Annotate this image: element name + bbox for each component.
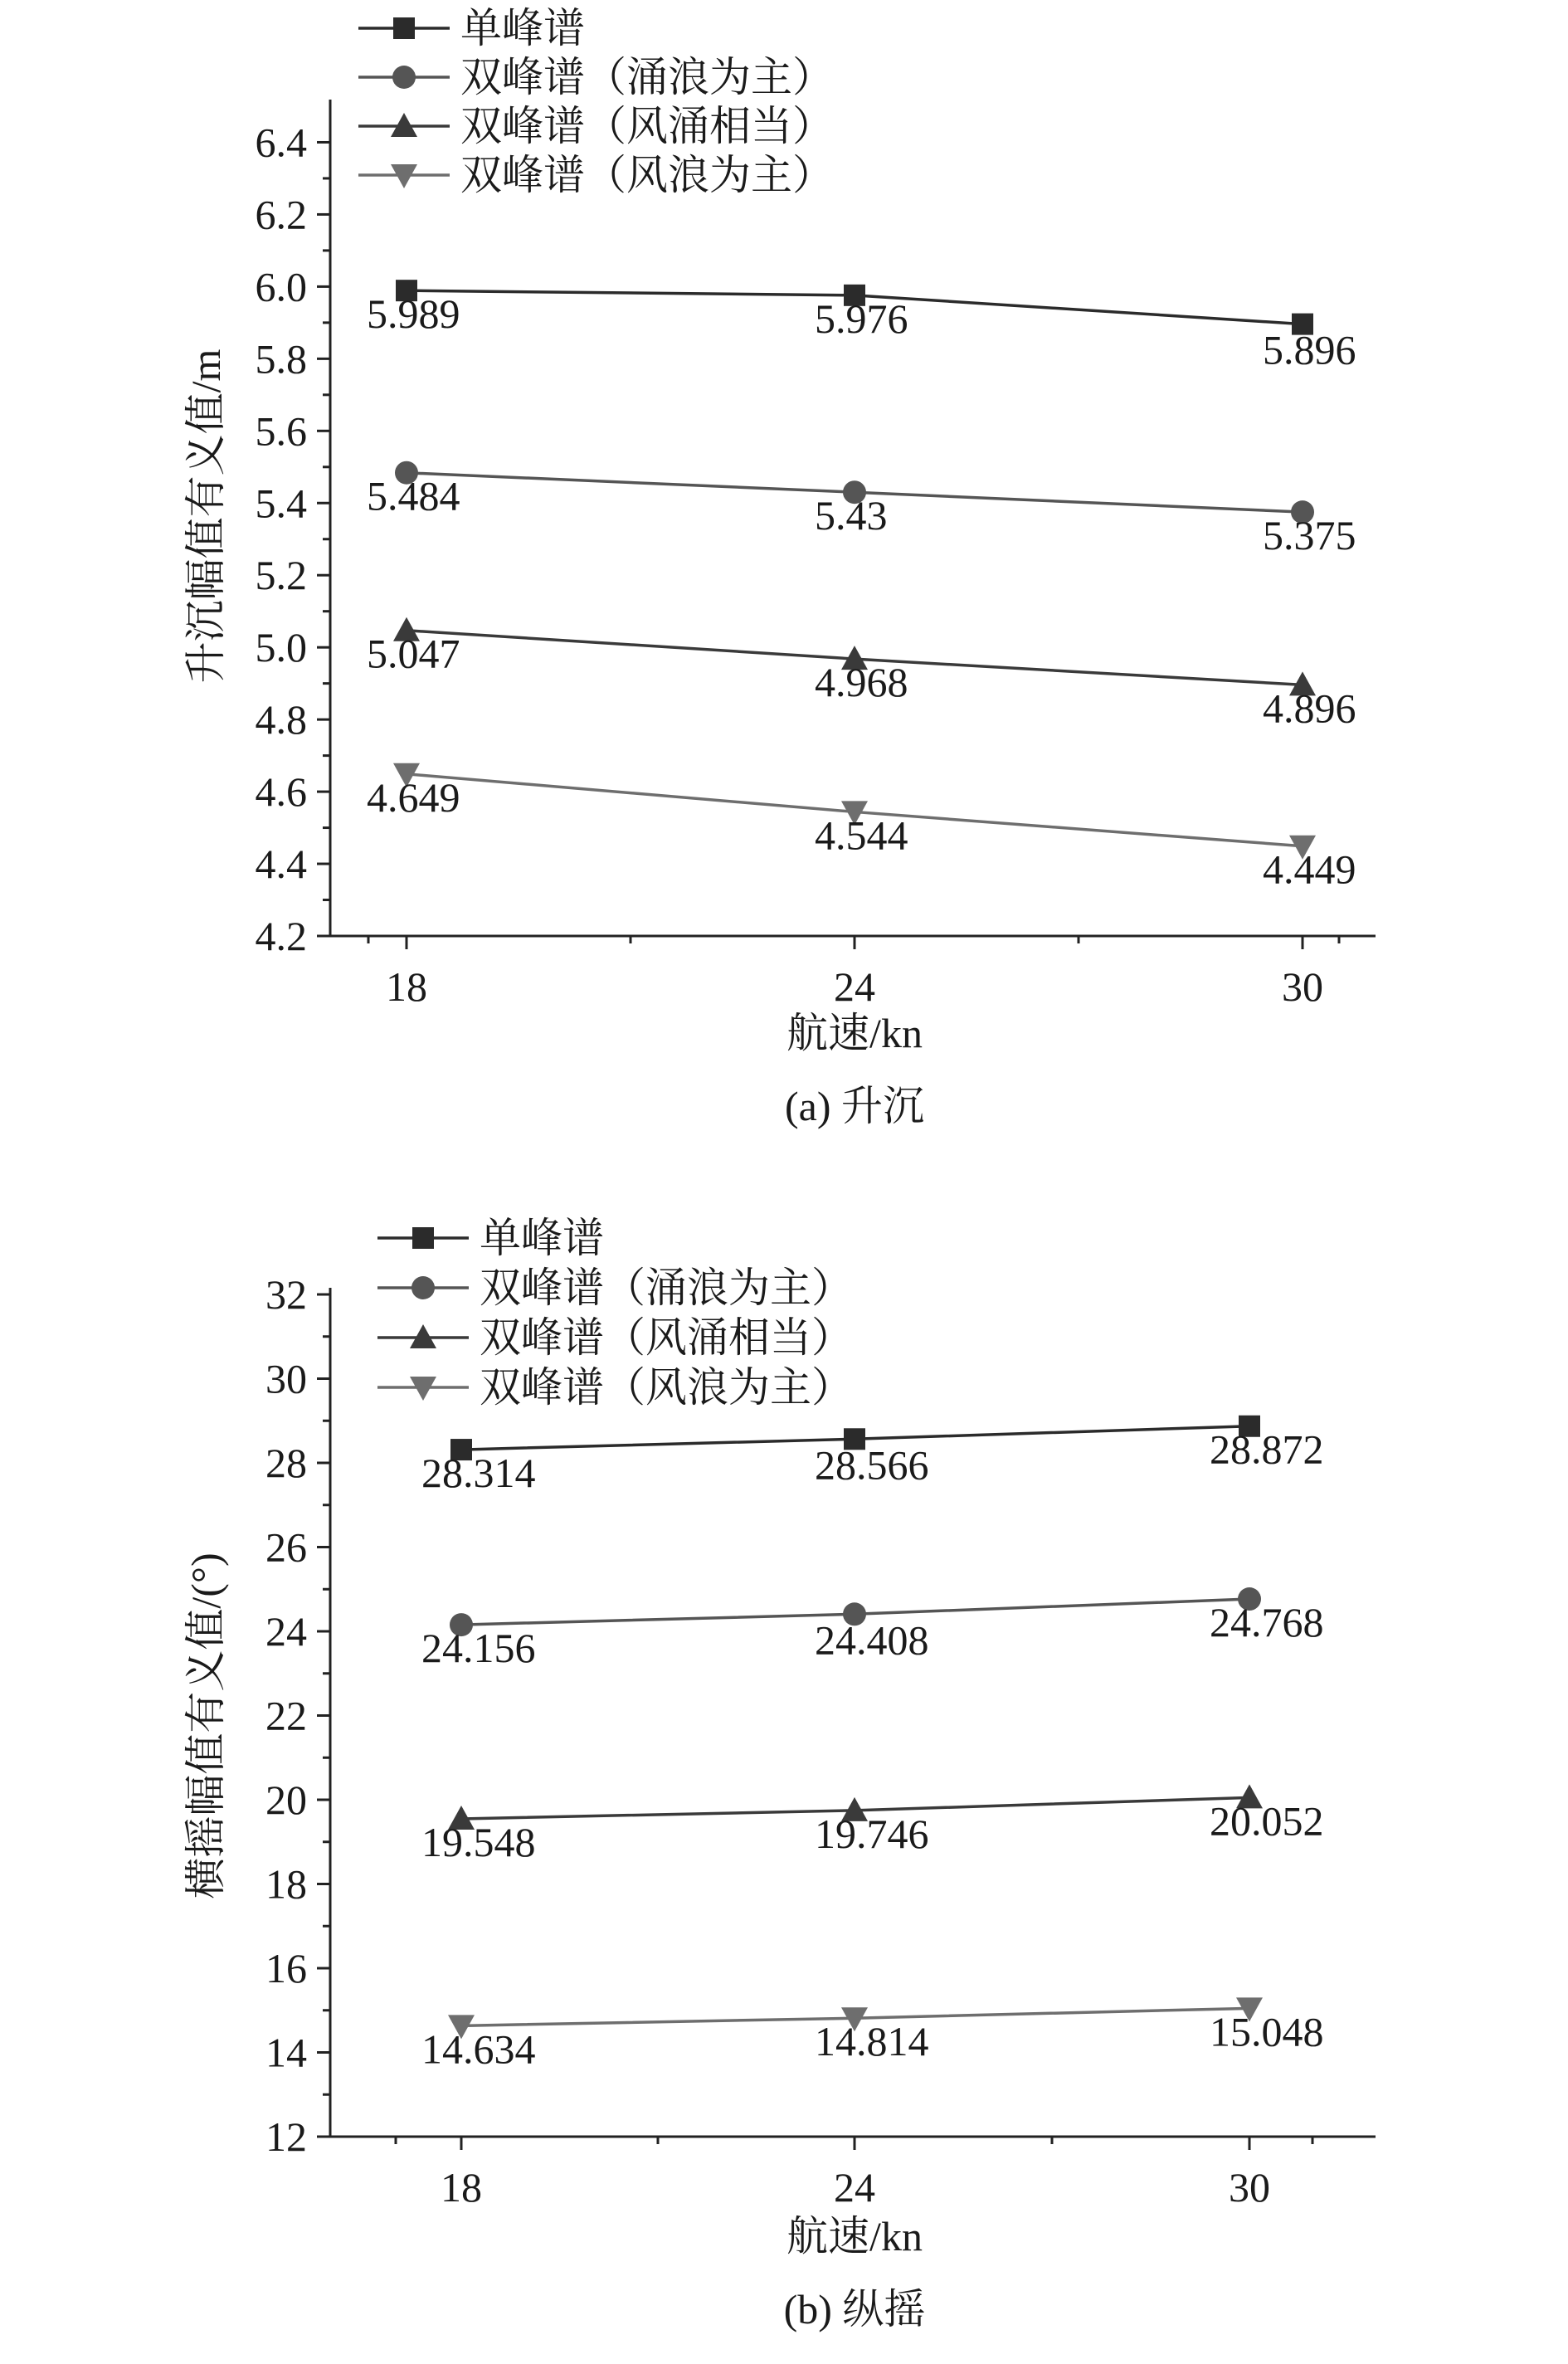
- series-3: [421, 1997, 1324, 2072]
- data-label: 5.976: [815, 295, 908, 342]
- data-label: 24.408: [815, 1616, 929, 1664]
- y-tick-label: 24: [265, 1608, 307, 1655]
- y-tick-label: 4.8: [255, 696, 307, 743]
- y-tick-label: 6.2: [255, 191, 307, 238]
- y-tick-label: 5.8: [255, 335, 307, 383]
- y-tick-label: 14: [265, 2029, 307, 2076]
- y-axis-title: 横摇幅值有义值/(°): [183, 1552, 229, 1899]
- legend-entry: 双峰谱（涌浪为主）: [460, 54, 834, 100]
- legend-entry: 单峰谱: [480, 1215, 604, 1261]
- x-tick-label: 30: [1282, 963, 1323, 1010]
- x-tick-label: 18: [441, 2164, 482, 2210]
- data-label: 28.566: [815, 1441, 929, 1489]
- series-1: [367, 461, 1356, 558]
- y-tick-label: 5.0: [255, 624, 307, 671]
- legend-entry: 双峰谱（涌浪为主）: [480, 1265, 853, 1311]
- panel-caption: (a) 升沉: [785, 1083, 924, 1129]
- y-tick-label: 12: [265, 2113, 307, 2160]
- legend-marker: [411, 1276, 435, 1299]
- x-tick-label: 30: [1229, 2164, 1270, 2210]
- x-tick-label: 24: [834, 963, 875, 1010]
- data-label: 4.544: [815, 812, 908, 859]
- data-label: 5.484: [367, 472, 460, 519]
- data-label: 20.052: [1210, 1797, 1324, 1845]
- y-tick-label: 6.0: [255, 263, 307, 310]
- chart-panel-a: [183, 5, 1376, 1129]
- data-label: 14.634: [421, 2025, 536, 2073]
- x-tick-label: 24: [834, 2164, 875, 2210]
- y-tick-label: 6.4: [255, 119, 307, 166]
- data-label: 5.43: [815, 492, 888, 539]
- legend-entry: 双峰谱（风涌相当）: [460, 103, 834, 149]
- data-label: 4.896: [1263, 685, 1356, 732]
- y-tick-label: 5.2: [255, 552, 307, 599]
- y-tick-label: 22: [265, 1692, 307, 1739]
- legend-entry: 双峰谱（风浪为主）: [460, 152, 834, 198]
- data-label: 24.156: [421, 1625, 536, 1672]
- data-label: 4.449: [1263, 846, 1356, 893]
- data-label: 28.314: [421, 1450, 536, 1497]
- series-2: [367, 617, 1356, 732]
- legend-marker: [412, 1227, 434, 1249]
- y-tick-label: 28: [265, 1440, 307, 1486]
- series-1: [421, 1587, 1324, 1671]
- series-0: [367, 280, 1356, 373]
- legend: [377, 1215, 853, 1411]
- data-label: 14.814: [815, 2018, 929, 2065]
- y-tick-label: 4.6: [255, 768, 307, 816]
- legend-entry: 双峰谱（风浪为主）: [480, 1364, 853, 1411]
- y-tick-label: 5.6: [255, 407, 307, 455]
- data-label: 5.896: [1263, 326, 1356, 373]
- y-tick-label: 5.4: [255, 480, 307, 527]
- legend-marker: [392, 66, 416, 89]
- y-tick-label: 20: [265, 1777, 307, 1823]
- y-axis-title: 升沉幅值有义值/m: [183, 349, 229, 684]
- data-label: 5.989: [367, 290, 460, 338]
- y-tick-label: 16: [265, 1945, 307, 1991]
- data-label: 24.768: [1210, 1599, 1324, 1646]
- legend-entry: 双峰谱（风涌相当）: [480, 1314, 853, 1361]
- data-label: 4.649: [367, 773, 460, 821]
- series-0: [421, 1416, 1324, 1496]
- legend-marker: [393, 17, 415, 39]
- y-tick-label: 4.2: [255, 913, 307, 959]
- series-3: [367, 763, 1356, 893]
- y-tick-label: 4.4: [255, 841, 307, 888]
- panel-caption: (b) 纵摇: [783, 2286, 926, 2332]
- y-tick-label: 32: [265, 1271, 307, 1318]
- legend: [358, 5, 834, 198]
- data-label: 19.746: [815, 1810, 929, 1857]
- y-tick-label: 30: [265, 1355, 307, 1402]
- x-tick-label: 18: [386, 963, 427, 1010]
- data-label: 15.048: [1210, 2008, 1324, 2055]
- data-label: 5.375: [1263, 512, 1356, 559]
- x-axis-title: 航速/kn: [786, 1010, 923, 1056]
- data-label: 28.872: [1210, 1426, 1324, 1473]
- data-label: 4.968: [815, 659, 908, 706]
- y-tick-label: 18: [265, 1860, 307, 1908]
- x-axis-title: 航速/kn: [786, 2213, 923, 2259]
- data-label: 19.548: [421, 1818, 536, 1865]
- series-2: [421, 1784, 1324, 1865]
- legend-entry: 单峰谱: [460, 5, 585, 51]
- chart-panel-b: [183, 1215, 1376, 2332]
- y-tick-label: 26: [265, 1523, 307, 1571]
- data-label: 5.047: [367, 630, 460, 677]
